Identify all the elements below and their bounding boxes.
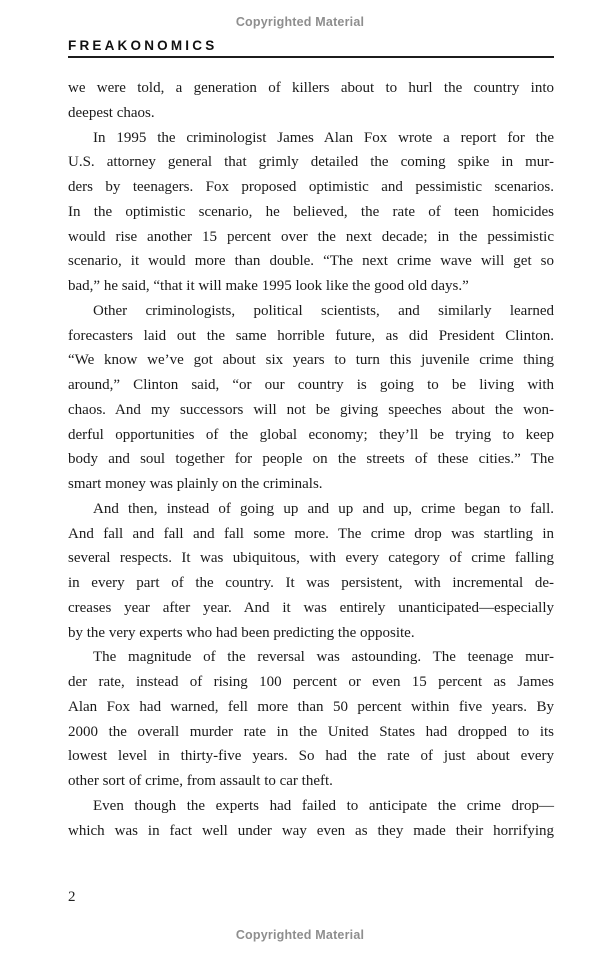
- text-line: And then, instead of going up and up and up, crime began to fall.: [93, 500, 554, 517]
- text-line: around,” Clinton said, “or our country is going to be living with: [68, 377, 554, 393]
- paragraph: [68, 76, 554, 126]
- text-line: we were told, a generation of killers about to hurl the country into: [68, 80, 554, 96]
- text-line: U.S. attorney general that grimly detailed the coming spike in mur-: [68, 154, 554, 171]
- paragraph: [68, 645, 554, 794]
- text-line: by the very experts who had been predicting the opposite.: [68, 624, 415, 641]
- text-line: body and soul together for people on the streets of these cities.” The: [68, 451, 554, 468]
- text-line: The magnitude of the reversal was astounding. The teenage mur-: [93, 649, 554, 666]
- text-line: other sort of crime, from assault to car theft.: [68, 773, 333, 789]
- running-head-title: FREAKONOMICS: [68, 38, 218, 53]
- text-line: In 1995 the criminologist James Alan Fox wrote a report for the: [93, 129, 554, 146]
- text-line: 2000 the overall murder rate in the United States had dropped to its: [68, 723, 554, 740]
- text-line: Alan Fox had warned, fell more than 50 percent within five years. By: [68, 698, 554, 715]
- text-line: forecasters laid out the same horrible future, as did President Clinton.: [68, 327, 554, 344]
- header-rule: [68, 56, 554, 58]
- text-line: smart money was plainly on the criminals.: [68, 476, 323, 492]
- text-line: deepest chaos.: [68, 104, 155, 121]
- text-line: creases year after year. And it was entirely unanticipated—especially: [68, 599, 554, 616]
- text-line: And fall and fall and fall some more. The crime drop was startling in: [68, 525, 554, 542]
- text-line: scenario, it would more than double. “The next crime wave will get so: [68, 253, 554, 270]
- text-line: chaos. And my successors will not be giving speeches about the won-: [68, 401, 554, 418]
- text-line: In the optimistic scenario, he believed, the rate of teen homicides: [68, 203, 554, 220]
- text-line: “We know we’ve got about six years to turn this juvenile crime thing: [68, 352, 554, 369]
- text-line: bad,” he said, “that it will make 1995 look like the good old days.”: [68, 278, 469, 294]
- copyright-notice-bottom: Copyrighted Material: [235, 928, 365, 942]
- text-line: would rise another 15 percent over the next decade; in the pessimistic: [68, 228, 554, 245]
- text-line: several respects. It was ubiquitous, with every category of crime falling: [68, 550, 554, 567]
- text-line: lowest level in thirty-five years. So had the rate of just about every: [68, 748, 554, 765]
- page-body-text: [68, 76, 554, 843]
- paragraph: [68, 299, 554, 497]
- text-line: Even though the experts had failed to anticipate the crime drop—: [93, 797, 554, 814]
- copyright-notice-top: Copyrighted Material: [235, 15, 365, 29]
- text-line: in every part of the country. It was persistent, with incremental de-: [68, 575, 554, 591]
- text-line: ders by teenagers. Fox proposed optimistic and pessimistic scenarios.: [68, 179, 554, 195]
- text-line: which was in fact well under way even as they made their horrifying: [68, 822, 554, 839]
- text-line: Other criminologists, political scientists, and similarly learned: [93, 302, 554, 319]
- paragraph: [68, 497, 554, 646]
- text-line: derful opportunities of the global economy; they’ll be trying to keep: [68, 426, 554, 443]
- text-line: der rate, instead of rising 100 percent or even 15 percent as James: [68, 674, 554, 690]
- paragraph: [68, 794, 554, 844]
- paragraph: [68, 126, 554, 299]
- page-number: 2: [68, 889, 76, 905]
